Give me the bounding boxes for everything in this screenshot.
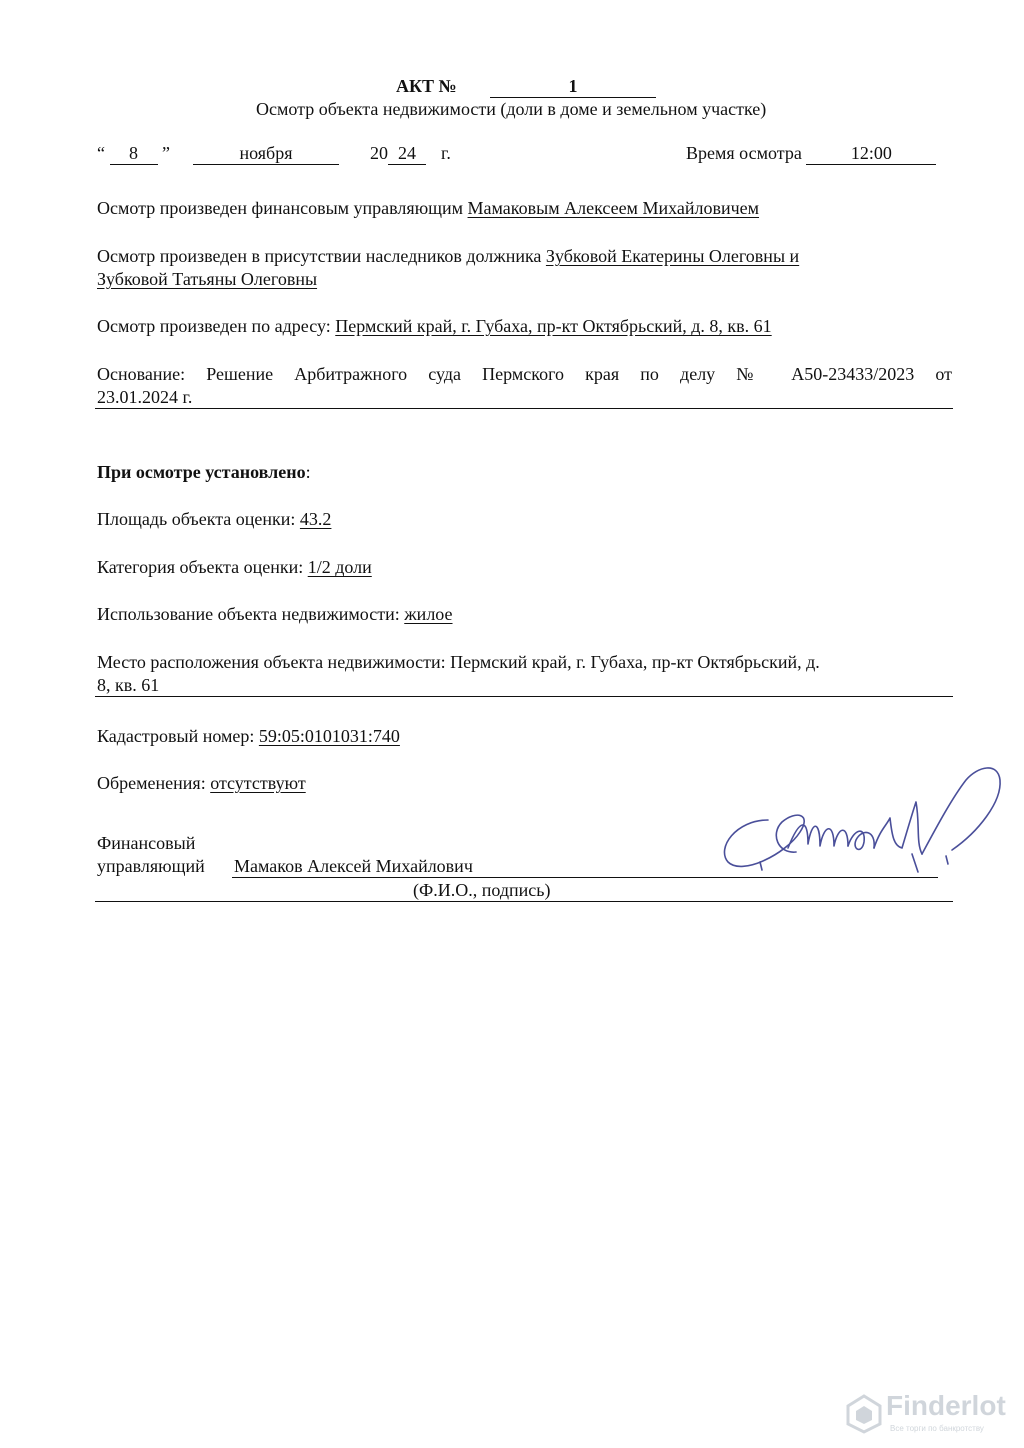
inspection-time [686,143,936,165]
signer-role-2: управляющий [97,856,205,876]
signature-bottom-rule [95,901,953,902]
date-year-unit: г. [441,143,451,163]
cadastral-label: Кадастровый номер: [97,726,255,746]
date-line [97,143,451,165]
act-number-field [490,76,656,98]
encumbrance-line [97,773,306,794]
act-number: 1 [490,76,656,98]
open-quote: “ [97,143,105,163]
presence-line [97,246,799,267]
basis-rule [95,408,953,409]
date-year-prefix: 20 [370,143,388,163]
performed-by-label: Осмотр произведен финансовым управляющим [97,198,464,218]
address-line [97,316,772,337]
encumbrance-value: отсутствуют [210,773,306,793]
date-month: ноября [193,143,339,165]
signer-role-1: Финансовый [97,833,196,853]
cadastral-line [97,726,400,747]
usage-label: Использование объекта недвижимости: [97,604,400,624]
act-label: АКТ № [396,76,457,96]
address-value: Пермский край, г. Губаха, пр-кт Октябрьский, д. 8, кв. 61 [335,316,772,336]
handwritten-signature [716,758,1006,888]
category-line [97,557,372,578]
area-value: 43.2 [299,509,332,529]
area-label: Площадь объекта оценки: [97,509,296,529]
basis-line-1: Основание: Решение Арбитражного суда Пермского края по делу № А50-23433/2023 от [97,364,952,384]
usage-line [97,604,453,625]
act-subtitle: Осмотр объекта недвижимости (доли в доме и земельном участке) [256,99,767,119]
presence-value-1: Зубковой Екатерины Олеговны и [545,246,800,266]
watermark-brand: Finderlot [886,1390,1006,1421]
watermark-tagline: Все торги по банкротству [890,1424,984,1433]
close-quote: ” [162,143,170,163]
area-line [97,509,331,530]
time-value: 12:00 [806,143,936,165]
location-rule [95,696,953,697]
cadastral-value: 59:05:0101031:740 [258,726,400,746]
findings-heading-text: При осмотре установлено [97,462,306,482]
time-label: Время осмотра [686,143,802,163]
signature-caption: (Ф.И.О., подпись) [413,880,551,900]
category-label: Категория объекта оценки: [97,557,304,577]
usage-value: жилое [404,604,453,624]
signer-name: Мамаков Алексей Михайлович [234,856,473,876]
location-line-1: Место расположения объекта недвижимости: Пермский край, г. Губаха, пр-кт Октябрьский, д. [97,652,820,672]
date-day: 8 [110,143,158,165]
presence-value-2: Зубковой Татьяны Олеговны [97,269,318,289]
presence-label: Осмотр произведен в присутствии наследников должника [97,246,542,266]
performed-by-value: Мамаковым Алексеем Михайловичем [467,198,760,218]
category-value: 1/2 доли [307,557,372,577]
finderlot-logo-icon [846,1394,882,1434]
findings-heading [97,462,311,483]
finderlot-watermark [846,1386,1022,1446]
basis-line-2: 23.01.2024 г. [97,387,193,407]
findings-heading-colon: : [305,462,311,482]
location-line-2: 8, кв. 61 [97,675,160,695]
address-label: Осмотр произведен по адресу: [97,316,331,336]
performed-by-line [97,198,759,219]
encumbrance-label: Обременения: [97,773,206,793]
date-year-suffix: 24 [388,143,426,165]
